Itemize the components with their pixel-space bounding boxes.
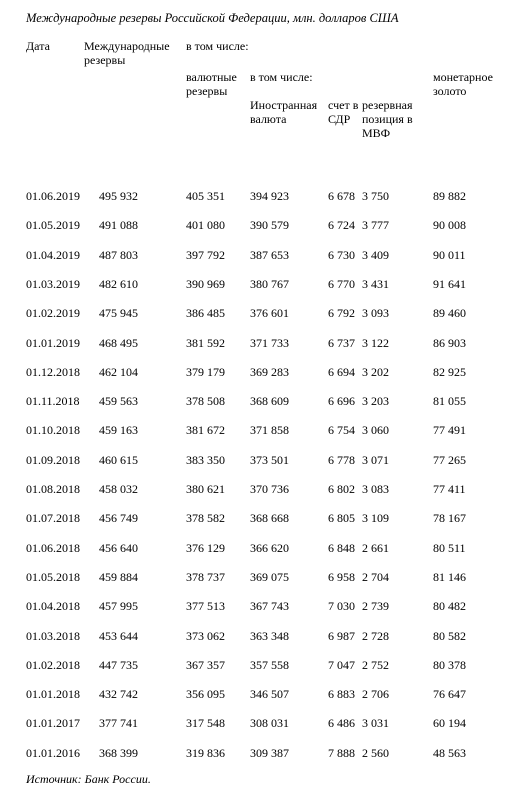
header-currency-reserves: валютные резервы: [186, 70, 237, 98]
cell-international-reserves: 462 104: [99, 365, 138, 379]
header-date: Дата: [26, 39, 50, 53]
cell-monetary-gold: 89 460: [433, 306, 466, 320]
cell-foreign-currency: 371 733: [250, 336, 289, 350]
cell-currency-reserves: 401 080: [186, 218, 225, 232]
cell-monetary-gold: 76 647: [433, 687, 466, 701]
cell-currency-reserves: 386 485: [186, 306, 225, 320]
cell-imf-position: 2 739: [362, 599, 389, 613]
cell-currency-reserves: 383 350: [186, 453, 225, 467]
document-title: Международные резервы Российской Федерации, млн. долларов США: [26, 11, 399, 25]
cell-international-reserves: 453 644: [99, 629, 138, 643]
header-international-reserves: Международные резервы: [84, 39, 170, 67]
cell-monetary-gold: 91 641: [433, 277, 466, 291]
cell-foreign-currency: 373 501: [250, 453, 289, 467]
cell-imf-position: 3 083: [362, 482, 389, 496]
cell-international-reserves: 460 615: [99, 453, 138, 467]
cell-sdr-account: 6 792: [328, 306, 355, 320]
cell-imf-position: 3 777: [362, 218, 389, 232]
cell-imf-position: 2 752: [362, 658, 389, 672]
cell-foreign-currency: 380 767: [250, 277, 289, 291]
header-monetary-gold: монетарное золото: [433, 70, 493, 98]
cell-sdr-account: 6 987: [328, 629, 355, 643]
cell-monetary-gold: 82 925: [433, 365, 466, 379]
cell-imf-position: 2 704: [362, 570, 389, 584]
header-including-2: в том числе:: [250, 70, 313, 84]
header-sdr-account: счет в СДР: [328, 98, 359, 126]
cell-date: 01.01.2018: [26, 687, 80, 701]
cell-sdr-account: 6 770: [328, 277, 355, 291]
cell-foreign-currency: 369 075: [250, 570, 289, 584]
cell-foreign-currency: 357 558: [250, 658, 289, 672]
cell-international-reserves: 377 741: [99, 716, 138, 730]
cell-international-reserves: 475 945: [99, 306, 138, 320]
cell-imf-position: 3 202: [362, 365, 389, 379]
cell-imf-position: 3 031: [362, 716, 389, 730]
cell-imf-position: 3 109: [362, 511, 389, 525]
header-including-1: в том числе:: [186, 39, 249, 53]
cell-monetary-gold: 77 411: [433, 482, 466, 496]
cell-monetary-gold: 86 903: [433, 336, 466, 350]
cell-date: 01.01.2019: [26, 336, 80, 350]
cell-date: 01.05.2019: [26, 218, 80, 232]
cell-imf-position: 2 560: [362, 746, 389, 760]
cell-imf-position: 2 661: [362, 541, 389, 555]
cell-currency-reserves: 317 548: [186, 716, 225, 730]
cell-sdr-account: 6 486: [328, 716, 355, 730]
cell-date: 01.08.2018: [26, 482, 80, 496]
cell-date: 01.03.2018: [26, 629, 80, 643]
cell-monetary-gold: 60 194: [433, 716, 466, 730]
cell-monetary-gold: 90 008: [433, 218, 466, 232]
cell-foreign-currency: 387 653: [250, 248, 289, 262]
cell-currency-reserves: 381 592: [186, 336, 225, 350]
cell-currency-reserves: 380 621: [186, 482, 225, 496]
cell-monetary-gold: 81 055: [433, 394, 466, 408]
cell-currency-reserves: 356 095: [186, 687, 225, 701]
cell-date: 01.05.2018: [26, 570, 80, 584]
cell-monetary-gold: 80 582: [433, 629, 466, 643]
cell-international-reserves: 468 495: [99, 336, 138, 350]
cell-date: 01.02.2018: [26, 658, 80, 672]
cell-monetary-gold: 90 011: [433, 248, 466, 262]
cell-date: 01.04.2019: [26, 248, 80, 262]
cell-monetary-gold: 81 146: [433, 570, 466, 584]
cell-international-reserves: 458 032: [99, 482, 138, 496]
cell-foreign-currency: 376 601: [250, 306, 289, 320]
cell-date: 01.11.2018: [26, 394, 80, 408]
cell-international-reserves: 459 163: [99, 423, 138, 437]
cell-sdr-account: 6 730: [328, 248, 355, 262]
cell-date: 01.06.2018: [26, 541, 80, 555]
cell-foreign-currency: 367 743: [250, 599, 289, 613]
cell-imf-position: 2 706: [362, 687, 389, 701]
cell-foreign-currency: 390 579: [250, 218, 289, 232]
cell-monetary-gold: 80 482: [433, 599, 466, 613]
cell-sdr-account: 6 754: [328, 423, 355, 437]
source-note: Источник: Банк России.: [26, 772, 151, 786]
cell-monetary-gold: 80 378: [433, 658, 466, 672]
cell-sdr-account: 6 883: [328, 687, 355, 701]
cell-monetary-gold: 48 563: [433, 746, 466, 760]
cell-foreign-currency: 370 736: [250, 482, 289, 496]
cell-international-reserves: 447 735: [99, 658, 138, 672]
cell-international-reserves: 459 884: [99, 570, 138, 584]
cell-international-reserves: 487 803: [99, 248, 138, 262]
cell-foreign-currency: 366 620: [250, 541, 289, 555]
cell-international-reserves: 482 610: [99, 277, 138, 291]
cell-international-reserves: 459 563: [99, 394, 138, 408]
cell-currency-reserves: 397 792: [186, 248, 225, 262]
cell-imf-position: 3 071: [362, 453, 389, 467]
cell-imf-position: 3 060: [362, 423, 389, 437]
cell-sdr-account: 7 047: [328, 658, 355, 672]
cell-currency-reserves: 378 737: [186, 570, 225, 584]
cell-date: 01.10.2018: [26, 423, 80, 437]
cell-sdr-account: 6 694: [328, 365, 355, 379]
cell-imf-position: 3 409: [362, 248, 389, 262]
cell-currency-reserves: 378 582: [186, 511, 225, 525]
cell-date: 01.01.2017: [26, 716, 80, 730]
cell-monetary-gold: 77 491: [433, 423, 466, 437]
cell-international-reserves: 456 749: [99, 511, 138, 525]
cell-international-reserves: 432 742: [99, 687, 138, 701]
cell-foreign-currency: 369 283: [250, 365, 289, 379]
cell-monetary-gold: 78 167: [433, 511, 466, 525]
cell-date: 01.04.2018: [26, 599, 80, 613]
cell-currency-reserves: 367 357: [186, 658, 225, 672]
header-imf-position: резервная позиция в МВФ: [362, 98, 413, 140]
cell-monetary-gold: 80 511: [433, 541, 466, 555]
cell-sdr-account: 7 888: [328, 746, 355, 760]
cell-foreign-currency: 309 387: [250, 746, 289, 760]
cell-international-reserves: 457 995: [99, 599, 138, 613]
cell-date: 01.07.2018: [26, 511, 80, 525]
cell-international-reserves: 491 088: [99, 218, 138, 232]
cell-date: 01.02.2019: [26, 306, 80, 320]
cell-foreign-currency: 346 507: [250, 687, 289, 701]
cell-currency-reserves: 373 062: [186, 629, 225, 643]
cell-sdr-account: 6 724: [328, 218, 355, 232]
cell-currency-reserves: 378 508: [186, 394, 225, 408]
cell-date: 01.03.2019: [26, 277, 80, 291]
cell-monetary-gold: 89 882: [433, 189, 466, 203]
cell-foreign-currency: 363 348: [250, 629, 289, 643]
cell-imf-position: 3 203: [362, 394, 389, 408]
cell-date: 01.09.2018: [26, 453, 80, 467]
cell-sdr-account: 7 030: [328, 599, 355, 613]
cell-imf-position: 3 750: [362, 189, 389, 203]
cell-sdr-account: 6 696: [328, 394, 355, 408]
cell-sdr-account: 6 678: [328, 189, 355, 203]
cell-sdr-account: 6 848: [328, 541, 355, 555]
cell-sdr-account: 6 805: [328, 511, 355, 525]
cell-imf-position: 3 093: [362, 306, 389, 320]
cell-sdr-account: 6 778: [328, 453, 355, 467]
header-foreign-currency: Иностранная валюта: [250, 98, 318, 126]
cell-currency-reserves: 390 969: [186, 277, 225, 291]
cell-imf-position: 3 122: [362, 336, 389, 350]
cell-foreign-currency: 308 031: [250, 716, 289, 730]
cell-international-reserves: 495 932: [99, 189, 138, 203]
cell-foreign-currency: 368 609: [250, 394, 289, 408]
cell-imf-position: 3 431: [362, 277, 389, 291]
cell-date: 01.06.2019: [26, 189, 80, 203]
cell-date: 01.12.2018: [26, 365, 80, 379]
cell-date: 01.01.2016: [26, 746, 80, 760]
cell-foreign-currency: 394 923: [250, 189, 289, 203]
cell-sdr-account: 6 958: [328, 570, 355, 584]
cell-sdr-account: 6 802: [328, 482, 355, 496]
cell-currency-reserves: 405 351: [186, 189, 225, 203]
cell-monetary-gold: 77 265: [433, 453, 466, 467]
cell-currency-reserves: 319 836: [186, 746, 225, 760]
cell-currency-reserves: 377 513: [186, 599, 225, 613]
cell-foreign-currency: 368 668: [250, 511, 289, 525]
cell-currency-reserves: 376 129: [186, 541, 225, 555]
cell-foreign-currency: 371 858: [250, 423, 289, 437]
cell-international-reserves: 368 399: [99, 746, 138, 760]
cell-currency-reserves: 381 672: [186, 423, 225, 437]
cell-currency-reserves: 379 179: [186, 365, 225, 379]
cell-sdr-account: 6 737: [328, 336, 355, 350]
cell-imf-position: 2 728: [362, 629, 389, 643]
cell-international-reserves: 456 640: [99, 541, 138, 555]
